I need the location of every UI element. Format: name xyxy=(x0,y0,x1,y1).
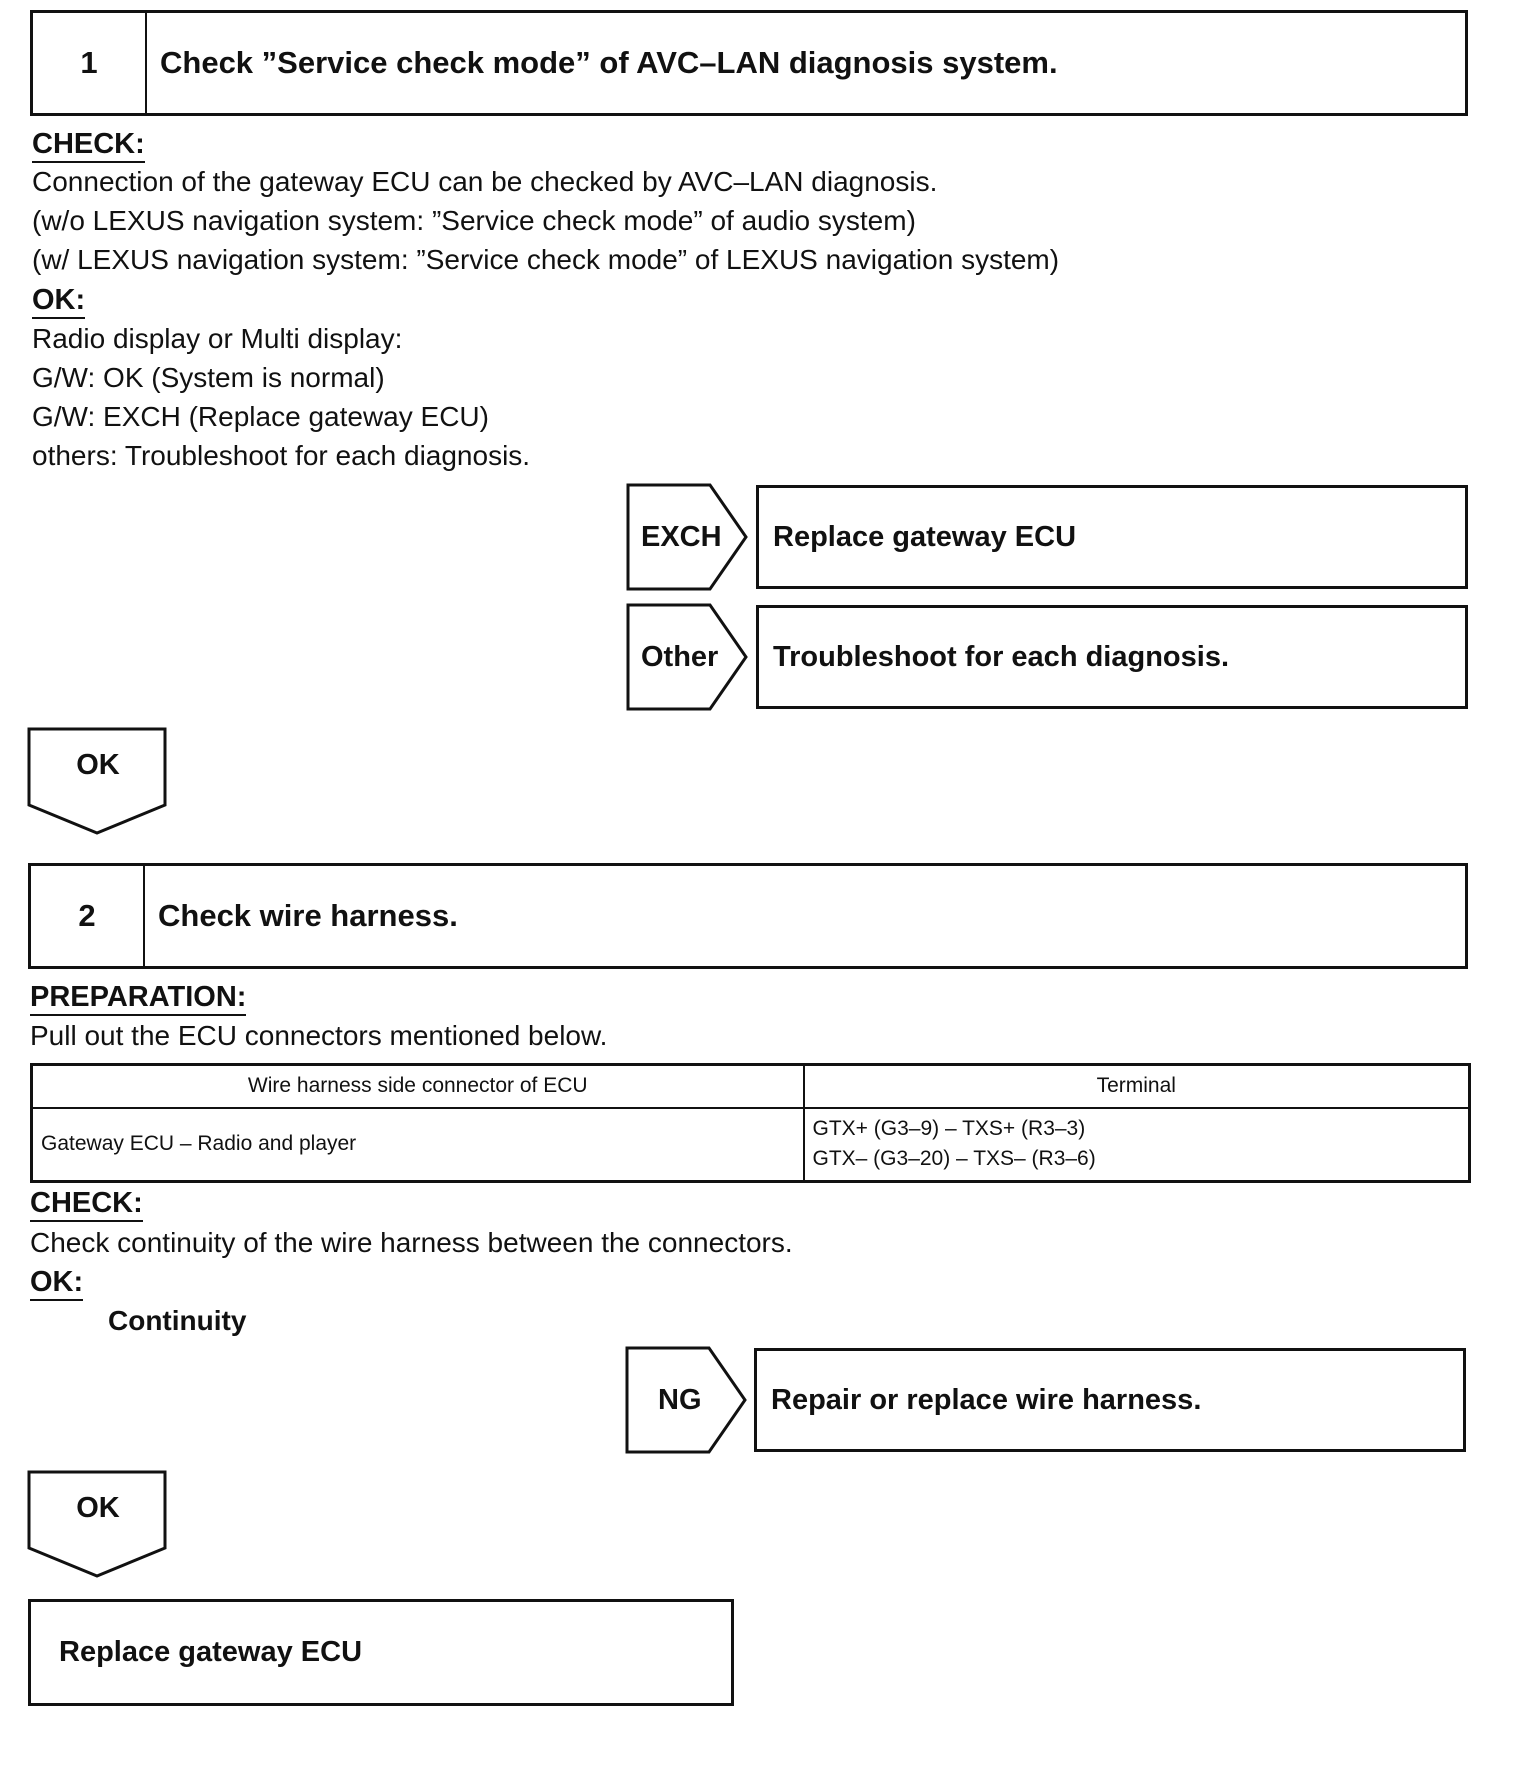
step-2-ok-value: Continuity xyxy=(108,1305,247,1336)
step-1-ok-line-4: others: Troubleshoot for each diagnosis. xyxy=(32,440,531,471)
step-1-check-heading: CHECK: xyxy=(32,127,145,163)
table-row xyxy=(32,1108,1470,1182)
other-result-box xyxy=(756,605,1468,709)
step-2-check-heading: CHECK: xyxy=(30,1186,143,1222)
step-2-title: Check wire harness. xyxy=(158,898,458,933)
step-1-header xyxy=(30,10,1468,116)
step-1-check-line-3: (w/ LEXUS navigation system: ”Service check mode” of LEXUS navigation system) xyxy=(32,244,1060,275)
connector-table-cell-terminals xyxy=(804,1108,1470,1182)
step-2-preparation-heading: PREPARATION: xyxy=(30,980,246,1016)
other-result-text: Troubleshoot for each diagnosis. xyxy=(773,640,1229,673)
step-1-title: Check ”Service check mode” of AVC–LAN diagnosis system. xyxy=(160,45,1058,80)
connector-table-header-row xyxy=(32,1065,1470,1108)
ng-result-box xyxy=(754,1348,1466,1452)
step-1-ok-heading: OK: xyxy=(32,283,85,319)
final-result-box xyxy=(28,1599,734,1706)
ok-down-arrow-2-label: OK xyxy=(76,1491,120,1524)
step-2-number: 2 xyxy=(31,866,145,966)
connector-table-cell-connector: Gateway ECU – Radio and player xyxy=(32,1108,804,1182)
connector-table xyxy=(30,1063,1471,1183)
step-1-check-line-2: (w/o LEXUS navigation system: ”Service check mode” of audio system) xyxy=(32,205,916,236)
terminal-pair-2: GTX– (G3–20) – TXS– (R3–6) xyxy=(812,1147,1096,1171)
other-arrow-label: Other xyxy=(641,640,719,673)
exch-arrow-label: EXCH xyxy=(641,520,722,553)
step-1-check-line-1: Connection of the gateway ECU can be checked by AVC–LAN diagnosis. xyxy=(32,166,938,197)
step-1-ok-line-2: G/W: OK (System is normal) xyxy=(32,362,385,393)
final-result-text: Replace gateway ECU xyxy=(59,1636,363,1668)
ok-down-arrow-1-label: OK xyxy=(76,748,120,781)
ng-result-text: Repair or replace wire harness. xyxy=(771,1383,1202,1416)
step-1-ok-line-3: G/W: EXCH (Replace gateway ECU) xyxy=(32,401,489,432)
step-1-ok-line-1: Radio display or Multi display: xyxy=(32,323,403,354)
connector-table-header-terminal: Terminal xyxy=(804,1065,1470,1108)
step-1-number: 1 xyxy=(33,13,147,113)
step-2-ok-heading: OK: xyxy=(30,1265,83,1301)
terminal-pair-1: GTX+ (G3–9) – TXS+ (R3–3) xyxy=(812,1117,1086,1141)
connector-table-header-connector: Wire harness side connector of ECU xyxy=(32,1065,804,1108)
step-2-preparation-line: Pull out the ECU connectors mentioned below. xyxy=(30,1020,608,1051)
step-2-check-line: Check continuity of the wire harness between the connectors. xyxy=(30,1227,793,1258)
step-2-header xyxy=(28,863,1468,969)
ng-arrow-label: NG xyxy=(658,1383,702,1416)
exch-result-box xyxy=(756,485,1468,589)
exch-result-text: Replace gateway ECU xyxy=(773,520,1077,553)
